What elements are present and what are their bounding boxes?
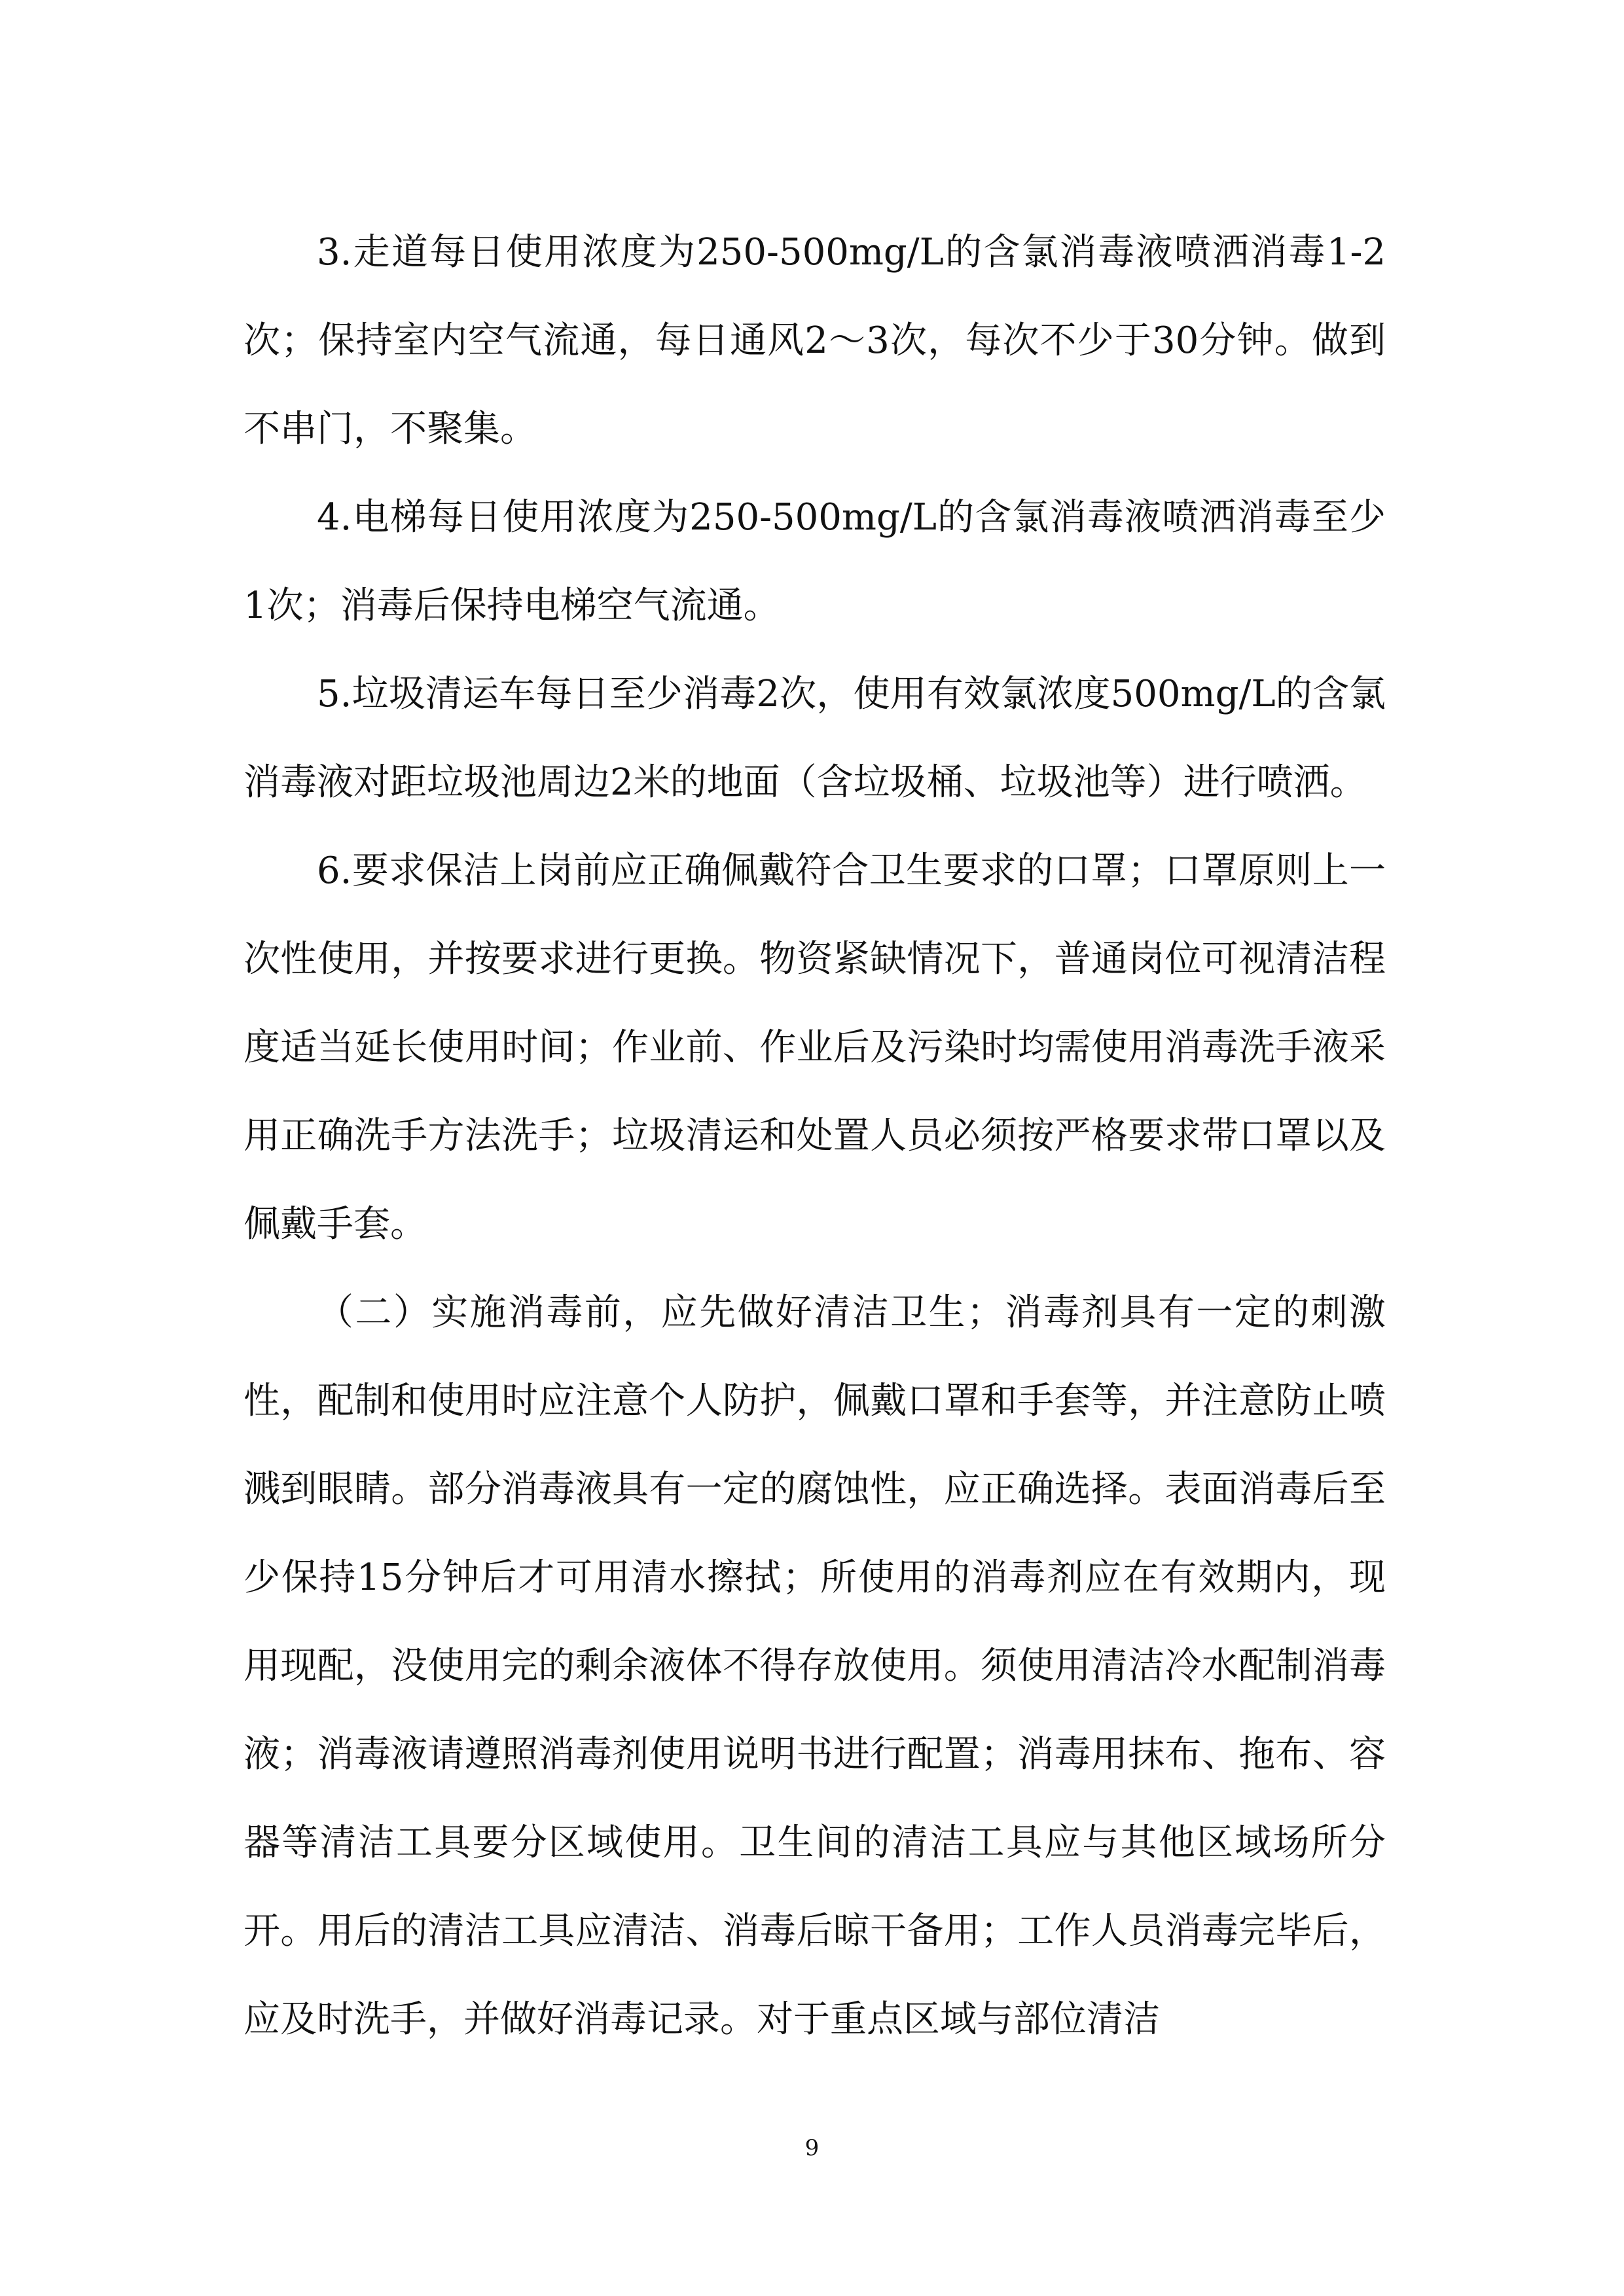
document-body	[244, 208, 1386, 2064]
paragraph-garbage-truck-disinfection: 5.垃圾清运车每日至少消毒2次，使用有效氯浓度500mg/L的含氯消毒液对距垃圾池周边2米的地面（含垃圾桶、垃圾池等）进行喷洒。	[244, 673, 1386, 804]
paragraph-corridor-disinfection: 3.走道每日使用浓度为250-500mg/L的含氯消毒液喷洒消毒1-2次；保持室内空气流通，每日通风2～3次，每次不少于30分钟。做到不串门，不聚集。	[244, 231, 1386, 450]
paragraph-disinfection-precautions: （二）实施消毒前，应先做好清洁卫生；消毒剂具有一定的刺激性，配制和使用时应注意个人防护，佩戴口罩和手套等，并注意防止喷溅到眼睛。部分消毒液具有一定的腐蚀性，应正确选择。表面消毒后至少保持15分钟后才可用清水擦拭；所使用的消毒剂应在有效期内，现用现配，没使用完的剩余液体不得存放使用。须使用清洁冷水配制消毒液；消毒液请遵照消毒剂使用说明书进行配置；消毒用抹布、拖布、容器等清洁工具要分区域使用。卫生间的清洁工具应与其他区域场所分开。用后的清洁工具应清洁、消毒后晾干备用；工作人员消毒完毕后，应及时洗手，并做好消毒记录。对于重点区域与部位清洁	[244, 1291, 1386, 2041]
page-number: 9	[804, 2135, 820, 2161]
paragraph-cleaner-protection: 6.要求保洁上岗前应正确佩戴符合卫生要求的口罩；口罩原则上一次性使用，并按要求进行更换。物资紧缺情况下，普通岗位可视清洁程度适当延长使用时间；作业前、作业后及污染时均需使用消毒洗手液采用正确洗手方法洗手；垃圾清运和处置人员必须按严格要求带口罩以及佩戴手套。	[244, 850, 1386, 1246]
paragraph-elevator-disinfection: 4.电梯每日使用浓度为250-500mg/L的含氯消毒液喷洒消毒至少1次；消毒后保持电梯空气流通。	[244, 496, 1386, 627]
